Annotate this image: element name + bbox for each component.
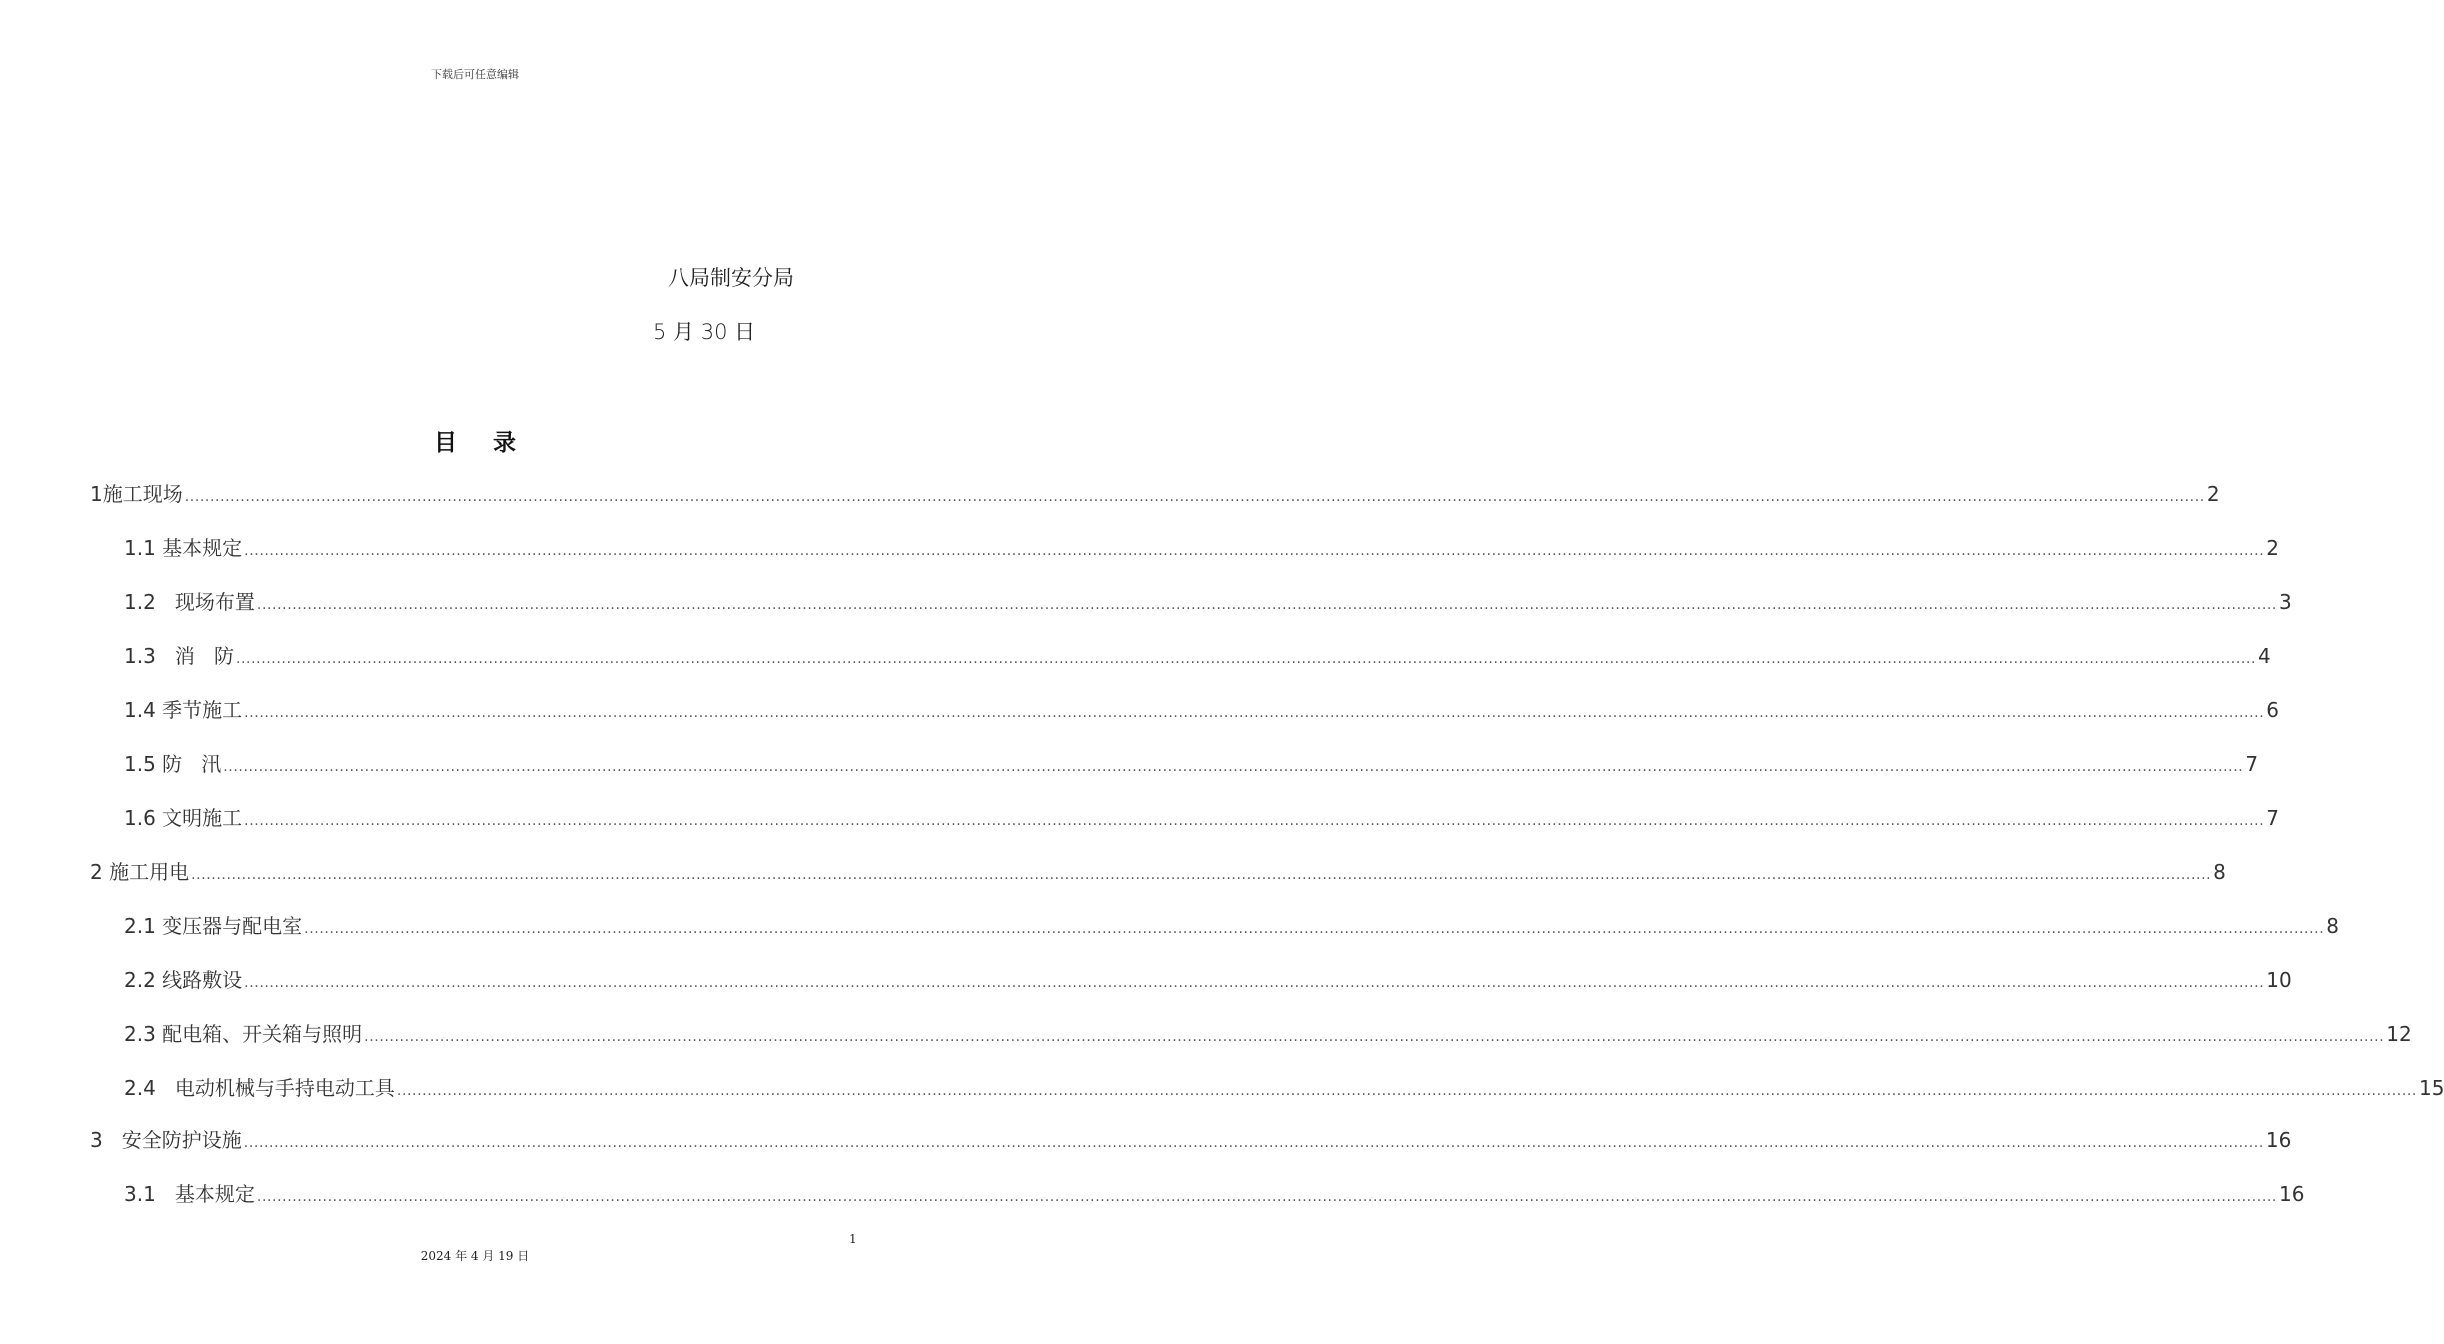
toc-leader-dots: ................................................................................................................................................................................................................................................................................................................................................................................................................	[396, 1083, 2417, 1099]
toc-entry-title: 1.6 文明施工	[124, 806, 243, 830]
toc-entry-page: 6	[2266, 698, 2279, 722]
toc-entry-title: 2.2 线路敷设	[124, 968, 243, 992]
toc-entry-title: 1施工现场	[90, 482, 183, 506]
toc-entry-title: 1.1 基本规定	[124, 536, 243, 560]
toc-entry-page: 7	[2245, 752, 2259, 776]
toc-entry-title: 3 安全防护设施	[90, 1128, 242, 1152]
toc-leader-dots: ................................................................................................................................................................................................................................................................................................................................................................................................................	[243, 1135, 2264, 1151]
toc-entry-title: 1.5 防 汛	[124, 752, 222, 776]
toc-leader-dots: ................................................................................................................................................................................................................................................................................................................................................................................................................	[256, 1189, 2277, 1205]
toc-entry[interactable]	[90, 1125, 2292, 1155]
toc-leader-dots: ................................................................................................................................................................................................................................................................................................................................................................................................................	[235, 651, 2257, 667]
toc-entry-page: 12	[2386, 1022, 2412, 1046]
toc-entry-title: 2.3 配电箱、开关箱与照明	[124, 1022, 363, 1046]
toc-entry-title: 2.4 电动机械与手持电动工具	[124, 1076, 395, 1100]
toc-entry[interactable]	[124, 641, 2271, 671]
toc-entry[interactable]	[124, 911, 2339, 941]
toc-entry[interactable]	[90, 857, 2226, 887]
organization-name: 八局制安分局	[668, 266, 794, 290]
toc-entry[interactable]	[90, 479, 2220, 509]
toc-entry-page: 8	[2213, 860, 2226, 884]
toc-leader-dots: ................................................................................................................................................................................................................................................................................................................................................................................................................	[364, 1029, 2385, 1045]
toc-entry-page: 8	[2326, 914, 2339, 938]
header-note: 下载后可任意编辑	[431, 68, 519, 81]
toc-leader-dots: ................................................................................................................................................................................................................................................................................................................................................................................................................	[304, 921, 2325, 937]
toc-entry-page: 10	[2266, 968, 2292, 992]
toc-entry-page: 7	[2266, 806, 2279, 830]
toc-entry[interactable]	[124, 749, 2259, 779]
toc-entry-page: 15	[2418, 1076, 2444, 1100]
toc-leader-dots: ................................................................................................................................................................................................................................................................................................................................................................................................................	[223, 759, 2244, 775]
toc-entry[interactable]	[124, 803, 2279, 833]
toc-entry-page: 3	[2278, 590, 2292, 614]
toc-entry-page: 16	[2265, 1128, 2292, 1152]
toc-entry-title: 1.3 消 防	[124, 644, 234, 668]
toc-entry-title: 1.2 现场布置	[124, 590, 255, 614]
toc-entry-title: 1.4 季节施工	[124, 698, 243, 722]
toc-entry[interactable]	[124, 695, 2279, 725]
toc-leader-dots: ................................................................................................................................................................................................................................................................................................................................................................................................................	[184, 489, 2205, 505]
toc-entry-page: 2	[2206, 482, 2220, 506]
toc-leader-dots: ................................................................................................................................................................................................................................................................................................................................................................................................................	[244, 813, 2265, 829]
toc-leader-dots: ................................................................................................................................................................................................................................................................................................................................................................................................................	[244, 705, 2265, 721]
toc-entry[interactable]	[124, 1073, 2444, 1103]
toc-entry-page: 16	[2278, 1182, 2305, 1206]
cover-date: 5 月 30 日	[653, 320, 756, 344]
toc-entry-title: 2 施工用电	[90, 860, 190, 884]
toc-entry-title: 3.1 基本规定	[124, 1182, 255, 1206]
toc-leader-dots: ................................................................................................................................................................................................................................................................................................................................................................................................................	[244, 543, 2265, 559]
toc-leader-dots: ................................................................................................................................................................................................................................................................................................................................................................................................................	[244, 975, 2265, 991]
toc-entry-page: 2	[2266, 536, 2279, 560]
toc-title: 目 录	[433, 430, 530, 456]
toc-entry[interactable]	[124, 1019, 2412, 1049]
toc-entry[interactable]	[124, 1179, 2305, 1209]
toc-entry[interactable]	[124, 587, 2292, 617]
toc-leader-dots: ................................................................................................................................................................................................................................................................................................................................................................................................................	[191, 867, 2212, 883]
footer-date: 2024 年 4 月 19 日	[420, 1249, 530, 1263]
page-number: 1	[849, 1232, 857, 1246]
toc-leader-dots: ................................................................................................................................................................................................................................................................................................................................................................................................................	[256, 597, 2277, 613]
toc-entry-page: 4	[2258, 644, 2271, 668]
toc-entry-title: 2.1 变压器与配电室	[124, 914, 303, 938]
toc-entry[interactable]	[124, 533, 2279, 563]
toc-entry[interactable]	[124, 965, 2292, 995]
